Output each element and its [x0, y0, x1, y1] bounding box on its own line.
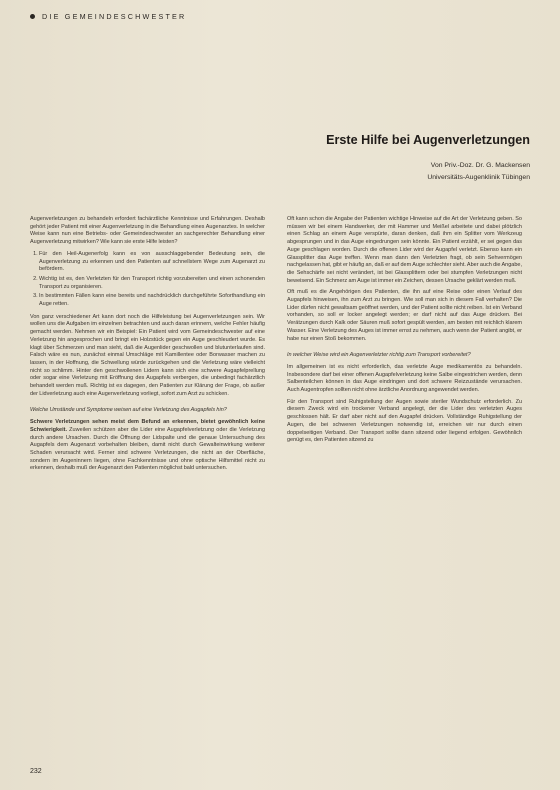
running-header: [30, 12, 186, 21]
section-question: In welcher Weise wird ein Augenverletzter richtig zum Transport vorbereitet?: [287, 352, 471, 359]
article-title: Erste Hilfe bei Augenverletzungen: [326, 133, 530, 147]
list-item: 3. In bestimmten Fällen kann eine bereits und nachdrücklich durchgeführte Soforthandlung ein Auge retten.: [39, 293, 265, 308]
bullet-icon: [30, 14, 35, 19]
paragraph-text: Zuweilen schützen aber die Lider eine Augapfelverletzung oder die Verletzung durch andere Ursachen. Durch die Öffnung der Lidspalte und die genaue Untersuchung des Augapfels dem Augenarzt vorbehalten bleiben, damit nicht durch Gewalteinwirkung weiterer Schaden verursacht wird. Ferner sind schwere Verletzungen, die nicht an der Oberfläche, sondern im Augeninnern liegen, ohne Fachkenntnisse und ohne optische Hilfsmittel nicht zu erkennen, deshalb muß der Augenarzt den Patienten möglichst bald untersuchen.: [30, 426, 265, 472]
intro-paragraph: Augenverletzungen zu behandeln erfordert fachärztliche Kenntnisse und Erfahrungen. Deshalb gehört jeder Patient mit einer Augenverletzung in die Behandlung eines Augenarztes. In welcher Weise kann nun eine Betriebs- oder Gemeindeschwester an sachgerechter Behandlung einer Augenverletzung mitwirken? Wie kann sie erste Hilfe leisten?: [30, 216, 265, 246]
body-paragraph: Im allgemeinen ist es nicht erforderlich, das verletzte Auge medikamentös zu behandeln. Insbesondere darf bei einer offenen Augapfelverletzung keine Salbe eingestrichen werden, denn Salbenteilchen können in das Auge eindringen und dort schwere Reizzustände verursachen. Auch Augentropfen sollten nicht ohne ärztliche Anordnung angewendet werden.: [287, 363, 522, 394]
list-item: 1. Für den Heil-Augenerfolg kann es von ausschlaggebender Bedeutung sein, die Augenverletzung zu erkennen und den Patienten auf schnellstem Wege zum Augenarzt zu befördern.: [39, 251, 265, 274]
right-column: [287, 216, 522, 449]
left-column: [30, 216, 265, 477]
page-number: 232: [30, 768, 42, 775]
article-author: Von Priv.-Doz. Dr. G. Mackensen: [430, 162, 530, 169]
section-title: DIE GEMEINDESCHWESTER: [42, 12, 187, 21]
article-affiliation: Universitäts-Augenklinik Tübingen: [427, 174, 530, 181]
numbered-list: [30, 251, 265, 309]
body-paragraph: Von ganz verschiedener Art kann dort noch die Hilfeleistung bei Augenverletzungen sein. Wir wollen uns die Aufgaben im einzelnen betrachten und auch daran erinnern, welche Fehler häufig gemacht werden. Nehmen wir ein Beispiel: Ein Patient wird vom Gemeindeschwester auf eine Verletzung hin angesprochen und bringt ein Holzstück gegen ein Auge geschleudert wurde. Es klagt über Schmerzen und man sieht, daß die Augenlider geschwollen und blutunterlaufen sind. Falsch wäre es nun, zunächst einmal Umschläge mit Kamillentee oder Borwasser machen zu lassen, in der Hoffnung, die Schwellung würde zurückgehen und die Verletzung wäre vielleicht nicht so schlimm. Hinter den geschwollenen Lidern kann sich eine schwere Augapfelprellung oder sogar eine Verletzung mit Eröffnung des Augapfels verbergen, die unbedingt fachärztlich behandelt werden muß. Richtig ist es dagegen, den Patienten zur Klärung der Frage, ob außer der Lidverletzung auch eine Augenverletzung vorliegt, sofort zum Arzt zu schicken.: [30, 313, 265, 397]
body-paragraph: Für den Transport sind Ruhigstellung der Augen sowie steriler Wundschutz erforderlich. Zu diesem Zweck wird ein trockener Verband angelegt, der die Lider des verletzten Auges geschlossen hält. Er darf aber nicht auf den Augapfel drücken. Vollständige Ruhigstellung der Augen, die bei schweren Verletzungen notwendig ist, erreichen wir nur durch einen doppelseitigen Verband. Der Transport sollte dann sitzend oder liegend erfolgen. Gewöhnlich genügt es, den Patienten sitzend zu: [287, 398, 522, 444]
body-paragraph: Oft muß es die Angehörigen des Patienten, die ihn auf eine Reise oder einen Verlauf des Augapfels hinweisen, ihn zum Arzt zu bringen. Wie soll man sich in diesem Fall verhalten? Die Lider dürfen nicht gewaltsam geöffnet werden, und der Patient sollte nicht reiben. Ist ein Verband vorhanden, so soll er locker angelegt werden; er darf nicht auf das Auge drücken. Bei Verätzungen durch Kalk oder Säuren muß sofort gespült werden, am besten mit reichlich klarem Wasser. Eine Verletzung des Auges ist immer ernst zu nehmen, auch wenn der Patient angibt, er habe nur einen Stoß bekommen.: [287, 289, 522, 342]
body-paragraph: Oft kann schon die Angabe der Patienten wichtige Hinweise auf die Art der Verletzung geben. So müssen wir bei einem Handwerker, der mit Hammer und Meißel arbeitete und dabei plötzlich einen Schlag an einem Auge verspürte, daran denken, daß ihm ein Splitter vom Werkzeug abgesprungen und in das Auge eingedrungen sein könnte. Ein Patient erzählt, er sei gegen das Auge geschlagen worden. Durch die offenen Lider wird der Augapfel verletzt. Ebenso kann ein Glassplitter das Auge treffen. Wenn man dann den Verletzten fragt, ob sein Sehvermögen nachgelassen hat, gibt er häufig an, daß er auf dem Auge schlechter sieht. Aber auch die Angabe, die Sehschärfe sei nicht verändert, ist bei Glassplittern oder bei stumpfen Verletzungen nicht beweisend. Ein Schmerz am Auge ist immer ein Zeichen, dessen Ursache geklärt werden muß.: [287, 216, 522, 284]
bold-lead: Schwere Verletzungen sehen meist dem Befund an erkennen, bietet gewöhnlich keine Schwierigkeit.: [30, 419, 265, 433]
list-item: 2. Wichtig ist es, den Verletzten für den Transport richtig vorzubereiten und einen schonenden Transport zu organisieren.: [39, 276, 265, 291]
section-question: Welche Umstände und Symptome weisen auf eine Verletzung des Augapfels hin?: [30, 407, 227, 414]
body-paragraph: [30, 419, 265, 473]
